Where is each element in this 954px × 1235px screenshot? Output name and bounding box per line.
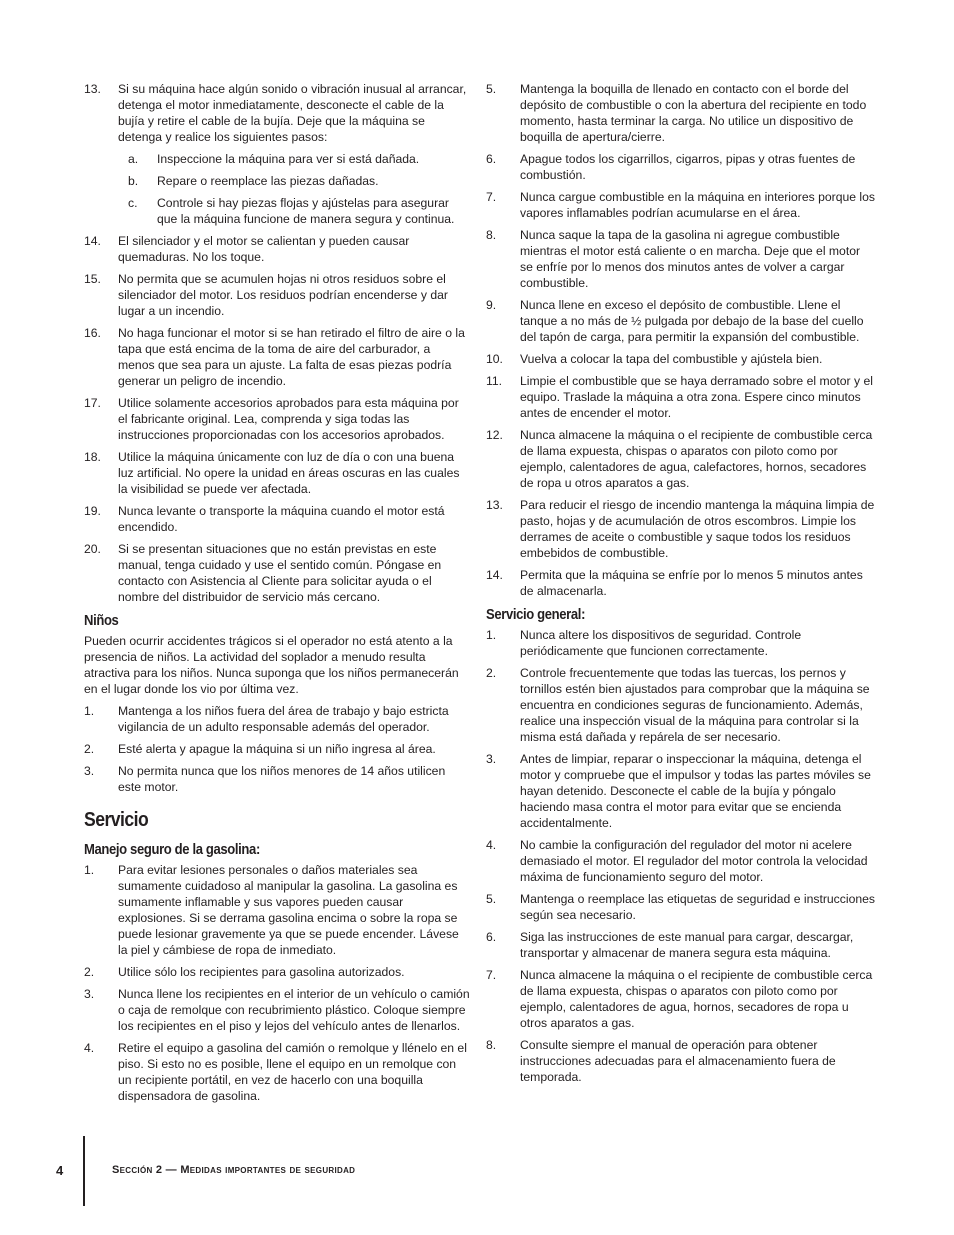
list-item: 2. Controle frecuentemente que todas las tuercas, los pernos y tornillos estén bien ajustados para comprobar que la máquina se encuentra en condiciones seguras de funcionamiento. Además, realice una inspección visual de la máquina para controlar si la misma está dañada y repárela de ser necesario. xyxy=(486,666,870,744)
list-item: 11. Limpie el combustible que se haya derramado sobre el motor y el equipo. Traslade la máquina a otra zona. Espere cinco minutos antes de encender el motor. xyxy=(486,374,873,420)
list-item: 16. No haga funcionar el motor si se han retirado el filtro de aire o la tapa que está encima de la toma de aire del carburador, a menos que sea para un ajuste. La falta de esas piezas podría generar un peligro de incendio. xyxy=(84,326,465,388)
list-item: 6. Siga las instrucciones de este manual para cargar, descargar, transportar y almacenar de manera segura esta máquina. xyxy=(486,930,854,960)
gasolina-heading: Manejo seguro de la gasolina: xyxy=(84,842,260,858)
list-item: 5. Mantenga la boquilla de llenado en contacto con el borde del depósito de combustible o con la abertura del recipiente en todo momento, hasta terminar la carga. No utilice un dispositivo de boquilla de apertura/cierre. xyxy=(486,82,867,144)
list-item: 2. Utilice sólo los recipientes para gasolina autorizados. xyxy=(84,965,405,979)
list-item: 1. Mantenga a los niños fuera del área de trabajo y bajo estricta vigilancia de un adulto responsable además del operador. xyxy=(84,704,449,734)
list-item: 20. Si se presentan situaciones que no están previstas en este manual, tenga cuidado y use el sentido común. Póngase en contacto con Asistencia al Cliente para solicitar ayuda o el nombre del distribuidor de servicio más cercano. xyxy=(84,542,442,604)
servicio-general-list xyxy=(486,627,876,1085)
list-item: 6. Apague todos los cigarrillos, cigarros, pipas y otras fuentes de combustión. xyxy=(486,152,856,182)
right-column xyxy=(486,81,876,1091)
list-continued xyxy=(84,81,470,605)
list-item: 5. Mantenga o reemplace las etiquetas de seguridad e instrucciones según sea necesario. xyxy=(486,892,876,922)
list-item: 8. Consulte siempre el manual de operación para obtener instrucciones adecuadas para el almacenamiento fuera de temporada. xyxy=(486,1038,836,1084)
list-item: 12. Nunca almacene la máquina o el recipiente de combustible cerca de llama expuesta, chispas o aparatos con piloto como por ejemplo, calentadores de agua, calefactores, hornos, secadores de ropa u otros aparatos a gas. xyxy=(486,428,873,490)
list-item: 13. Para reducir el riesgo de incendio mantenga la máquina limpia de pasto, hojas y de acumulación de otros escombros. Limpie los derrames de aceite o combustible y saque todos los residuos embebidos de combustible. xyxy=(486,498,875,560)
list-item: 4. Retire el equipo a gasolina del camión o remolque y llénelo en el piso. Si esto no es posible, llene el equipo en un remolque con un recipiente portátil, en vez de hacerlo con una boquilla dispensadora de gasolina. xyxy=(84,1041,467,1103)
servicio-heading: Servicio xyxy=(84,809,149,831)
gasolina-list-continued xyxy=(486,81,876,599)
list-item: 18. Utilice la máquina únicamente con luz de día o con una buena luz artificial. No opere la unidad en áreas oscuras en las cuales la visibilidad se puede ver afectada. xyxy=(84,450,460,496)
list-item: 7. Nunca cargue combustible en la máquina en interiores porque los vapores inflamables podrían acumularse en el área. xyxy=(486,190,876,220)
list-item: 3. No permita nunca que los niños menores de 14 años utilicen este motor. xyxy=(84,764,446,794)
list-item: 15. No permita que se acumulen hojas ni otros residuos sobre el silenciador del motor. Los residuos podrían encenderse y dar lugar a un incendio. xyxy=(84,272,448,318)
list-item: 8. Nunca saque la tapa de la gasolina ni agregue combustible mientras el motor está caliente o en marcha. Deje que el motor se enfríe por lo menos dos minutos antes de volver a cargar combustible. xyxy=(486,228,861,290)
list-item: 9. Nunca llene en exceso el depósito de combustible. Llene el tanque a no más de ½ pulgada por debajo de la base del cuello del tapón de carga, para permitir la expansión del combustible. xyxy=(486,298,864,344)
ninos-heading: Niños xyxy=(84,613,119,629)
list-item: 2. Esté alerta y apague la máquina si un niño ingresa al área. xyxy=(84,742,436,756)
list-item: 1. Nunca altere los dispositivos de seguridad. Controle periódicamente que funcionen correctamente. xyxy=(486,628,802,658)
footer-divider xyxy=(83,1136,85,1206)
sub-list-item: a. Inspeccione la máquina para ver si está dañada. xyxy=(128,152,420,166)
list-item: 14. El silenciador y el motor se calientan y pueden causar quemaduras. No los toque. xyxy=(84,234,410,264)
servicio-general-heading: Servicio general: xyxy=(486,607,586,623)
list-item: 19. Nunca levante o transporte la máquina cuando el motor está encendido. xyxy=(84,504,445,534)
sub-list-item: b. Repare o reemplace las piezas dañadas. xyxy=(128,174,379,188)
list-item: 3. Antes de limpiar, reparar o inspeccionar la máquina, detenga el motor y compruebe que el impulsor y todas las partes móviles se hayan detenido. Desconecte el cable de la bujía y póngalo haciendo masa contra el motor para evitar que se encienda accidentalmente. xyxy=(486,752,871,830)
list-item: 13. Si su máquina hace algún sonido o vibración inusual al arrancar, detenga el motor inmediatamente, desconecte el cable de la bujía y retire el cable de la bujía. Deje que la máquina se detenga y realice los siguientes pasos: a. Inspeccione la máquina para ver si está dañada. b. Repare o reemplace las piezas dañadas. c. Controle si hay piezas flojas y ajústelas para asegurar que la máquina funcione de manera segura y continua. xyxy=(84,81,470,227)
gasolina-list xyxy=(84,862,470,1104)
ninos-list xyxy=(84,703,470,795)
ninos-intro: Pueden ocurrir accidentes trágicos si el operador no está atento a la presencia de niños. La actividad del soplador a menudo resulta atractiva para los niños. Nunca suponga que los niños permanecerán en el lugar donde los vio por última vez. xyxy=(84,634,459,696)
page-number: 4 xyxy=(56,1163,64,1178)
list-item: 10. Vuelva a colocar la tapa del combustible y ajústela bien. xyxy=(486,352,823,366)
list-item: 3. Nunca llene los recipientes en el interior de un vehículo o camión o caja de remolque con recubrimiento plástico. Coloque siempre los recipientes en el piso y lejos del vehículo antes de llenarlos. xyxy=(84,987,470,1033)
list-item: 14. Permita que la máquina se enfríe por lo menos 5 minutos antes de almacenarla. xyxy=(486,568,863,598)
sub-list-item: c. Controle si hay piezas flojas y ajústelas para asegurar que la máquina funcione de manera segura y continua. xyxy=(128,196,455,226)
left-column xyxy=(84,81,470,1110)
list-item: 1. Para evitar lesiones personales o daños materiales sea sumamente cuidadoso al manipular la gasolina. La gasolina es sumamente inflamable y sus vapores pueden causar explosiones. Si se derrama gasolina encima o sobre la ropa se puede lesionar gravemente ya que se puede encender. Lávese la piel y cámbiese de ropa de inmediato. xyxy=(84,863,459,957)
list-item: 17. Utilice solamente accesorios aprobados para esta máquina por el fabricante original. Lea, comprenda y siga todas las instrucciones proporcionadas con los accesorios aprobados. xyxy=(84,396,459,442)
section-label: Sección 2 — Medidas importantes de seguridad xyxy=(112,1164,356,1176)
list-item: 4. No cambie la configuración del regulador del motor ni acelere demasiado el motor. El regulador del motor controla la velocidad máxima de funcionamiento seguro del motor. xyxy=(486,838,868,884)
list-item: 7. Nunca almacene la máquina o el recipiente de combustible cerca de llama expuesta, chispas o aparatos con piloto como por ejemplo, calentadores de agua, hornos, secadores de ropa u otros aparatos a gas. xyxy=(486,968,873,1030)
